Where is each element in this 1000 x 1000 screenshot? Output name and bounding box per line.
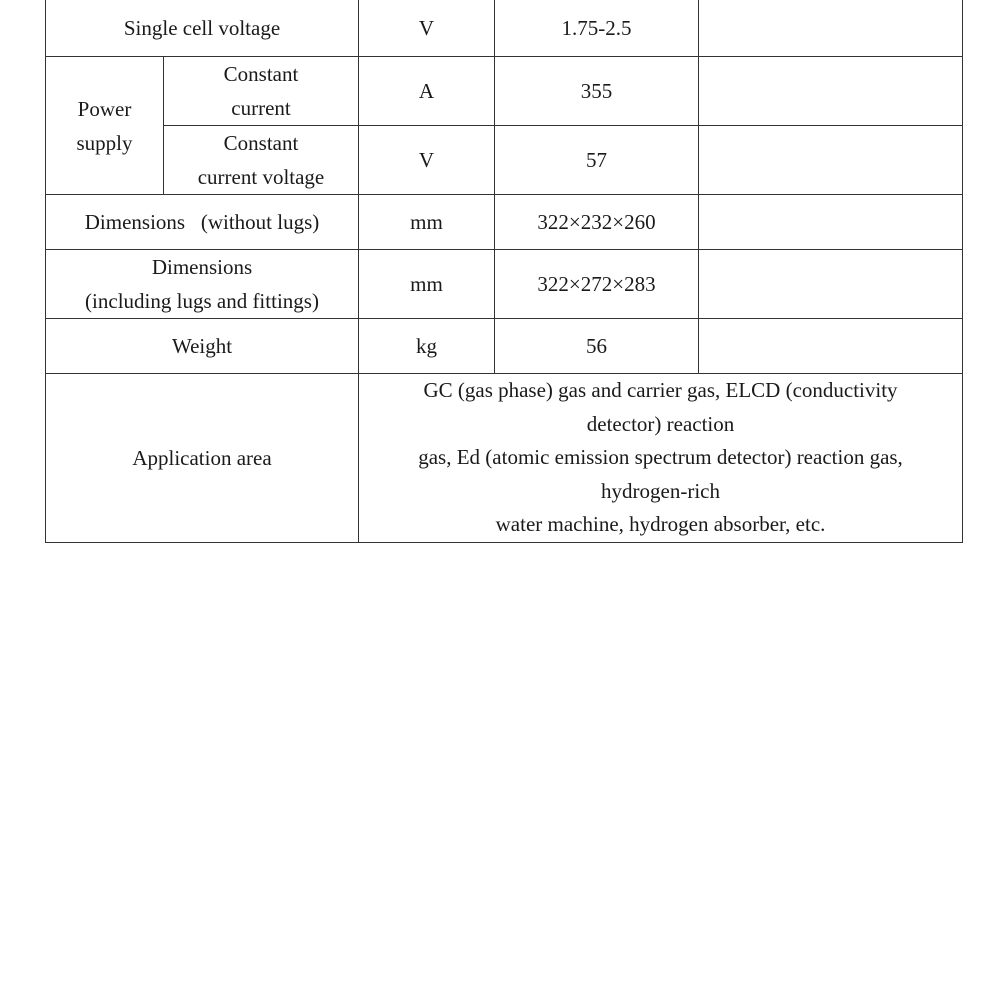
constant-current-label bbox=[164, 57, 359, 126]
single-cell-voltage-value: 1.75-2.5 bbox=[495, 0, 699, 57]
single-cell-voltage-label: Single cell voltage bbox=[46, 0, 359, 57]
application-area-description bbox=[359, 374, 963, 543]
constant-current-note bbox=[699, 57, 963, 126]
dimensions-without-lugs-note bbox=[699, 195, 963, 250]
weight-label: Weight bbox=[46, 319, 359, 374]
application-area-line-4: hydrogen-rich bbox=[601, 478, 720, 503]
application-area-label: Application area bbox=[46, 374, 359, 543]
dimensions-without-lugs-unit: mm bbox=[359, 195, 495, 250]
application-area-line-2: detector) reaction bbox=[586, 411, 735, 436]
weight-note bbox=[699, 319, 963, 374]
dimensions-including-value: 322×272×283 bbox=[495, 250, 699, 319]
application-area-line-3: gas, Ed (atomic emission spectrum detector) reaction gas, bbox=[418, 445, 903, 470]
dimensions-including-label-line2: (including lugs and fittings) bbox=[85, 289, 319, 313]
table-row-dimensions-including bbox=[46, 250, 963, 319]
table-row-constant-current bbox=[46, 57, 963, 126]
constant-voltage-note bbox=[699, 126, 963, 195]
constant-current-label-line2: current bbox=[231, 96, 291, 120]
power-supply-label-line2: supply bbox=[76, 130, 133, 155]
power-supply-label-line1: Power bbox=[77, 96, 132, 121]
table-row-dimensions-without-lugs bbox=[46, 195, 963, 250]
dimensions-including-unit: mm bbox=[359, 250, 495, 319]
table-row-application-area bbox=[46, 374, 963, 543]
single-cell-voltage-unit: V bbox=[359, 0, 495, 57]
dimensions-including-note bbox=[699, 250, 963, 319]
dimensions-including-label-line1: Dimensions bbox=[151, 255, 253, 279]
specification-table bbox=[45, 0, 963, 543]
constant-voltage-unit: V bbox=[359, 126, 495, 195]
table-row-constant-voltage bbox=[46, 126, 963, 195]
dimensions-without-lugs-value: 322×232×260 bbox=[495, 195, 699, 250]
weight-unit: kg bbox=[359, 319, 495, 374]
power-supply-label bbox=[46, 57, 164, 195]
constant-voltage-label-line1: Constant bbox=[223, 131, 299, 155]
constant-current-value: 355 bbox=[495, 57, 699, 126]
weight-value: 56 bbox=[495, 319, 699, 374]
single-cell-voltage-note bbox=[699, 0, 963, 57]
constant-voltage-label bbox=[164, 126, 359, 195]
table-row-single-cell-voltage bbox=[46, 0, 963, 57]
application-area-line-1: GC (gas phase) gas and carrier gas, ELCD (conductivity bbox=[423, 378, 898, 403]
constant-current-unit: A bbox=[359, 57, 495, 126]
dimensions-including-label bbox=[46, 250, 359, 319]
dimensions-without-lugs-label: Dimensions (without lugs) bbox=[46, 195, 359, 250]
constant-voltage-value: 57 bbox=[495, 126, 699, 195]
table-row-weight bbox=[46, 319, 963, 374]
application-area-line-5: water machine, hydrogen absorber, etc. bbox=[495, 512, 826, 537]
constant-current-label-line1: Constant bbox=[223, 62, 299, 86]
constant-voltage-label-line2: current voltage bbox=[197, 165, 325, 189]
